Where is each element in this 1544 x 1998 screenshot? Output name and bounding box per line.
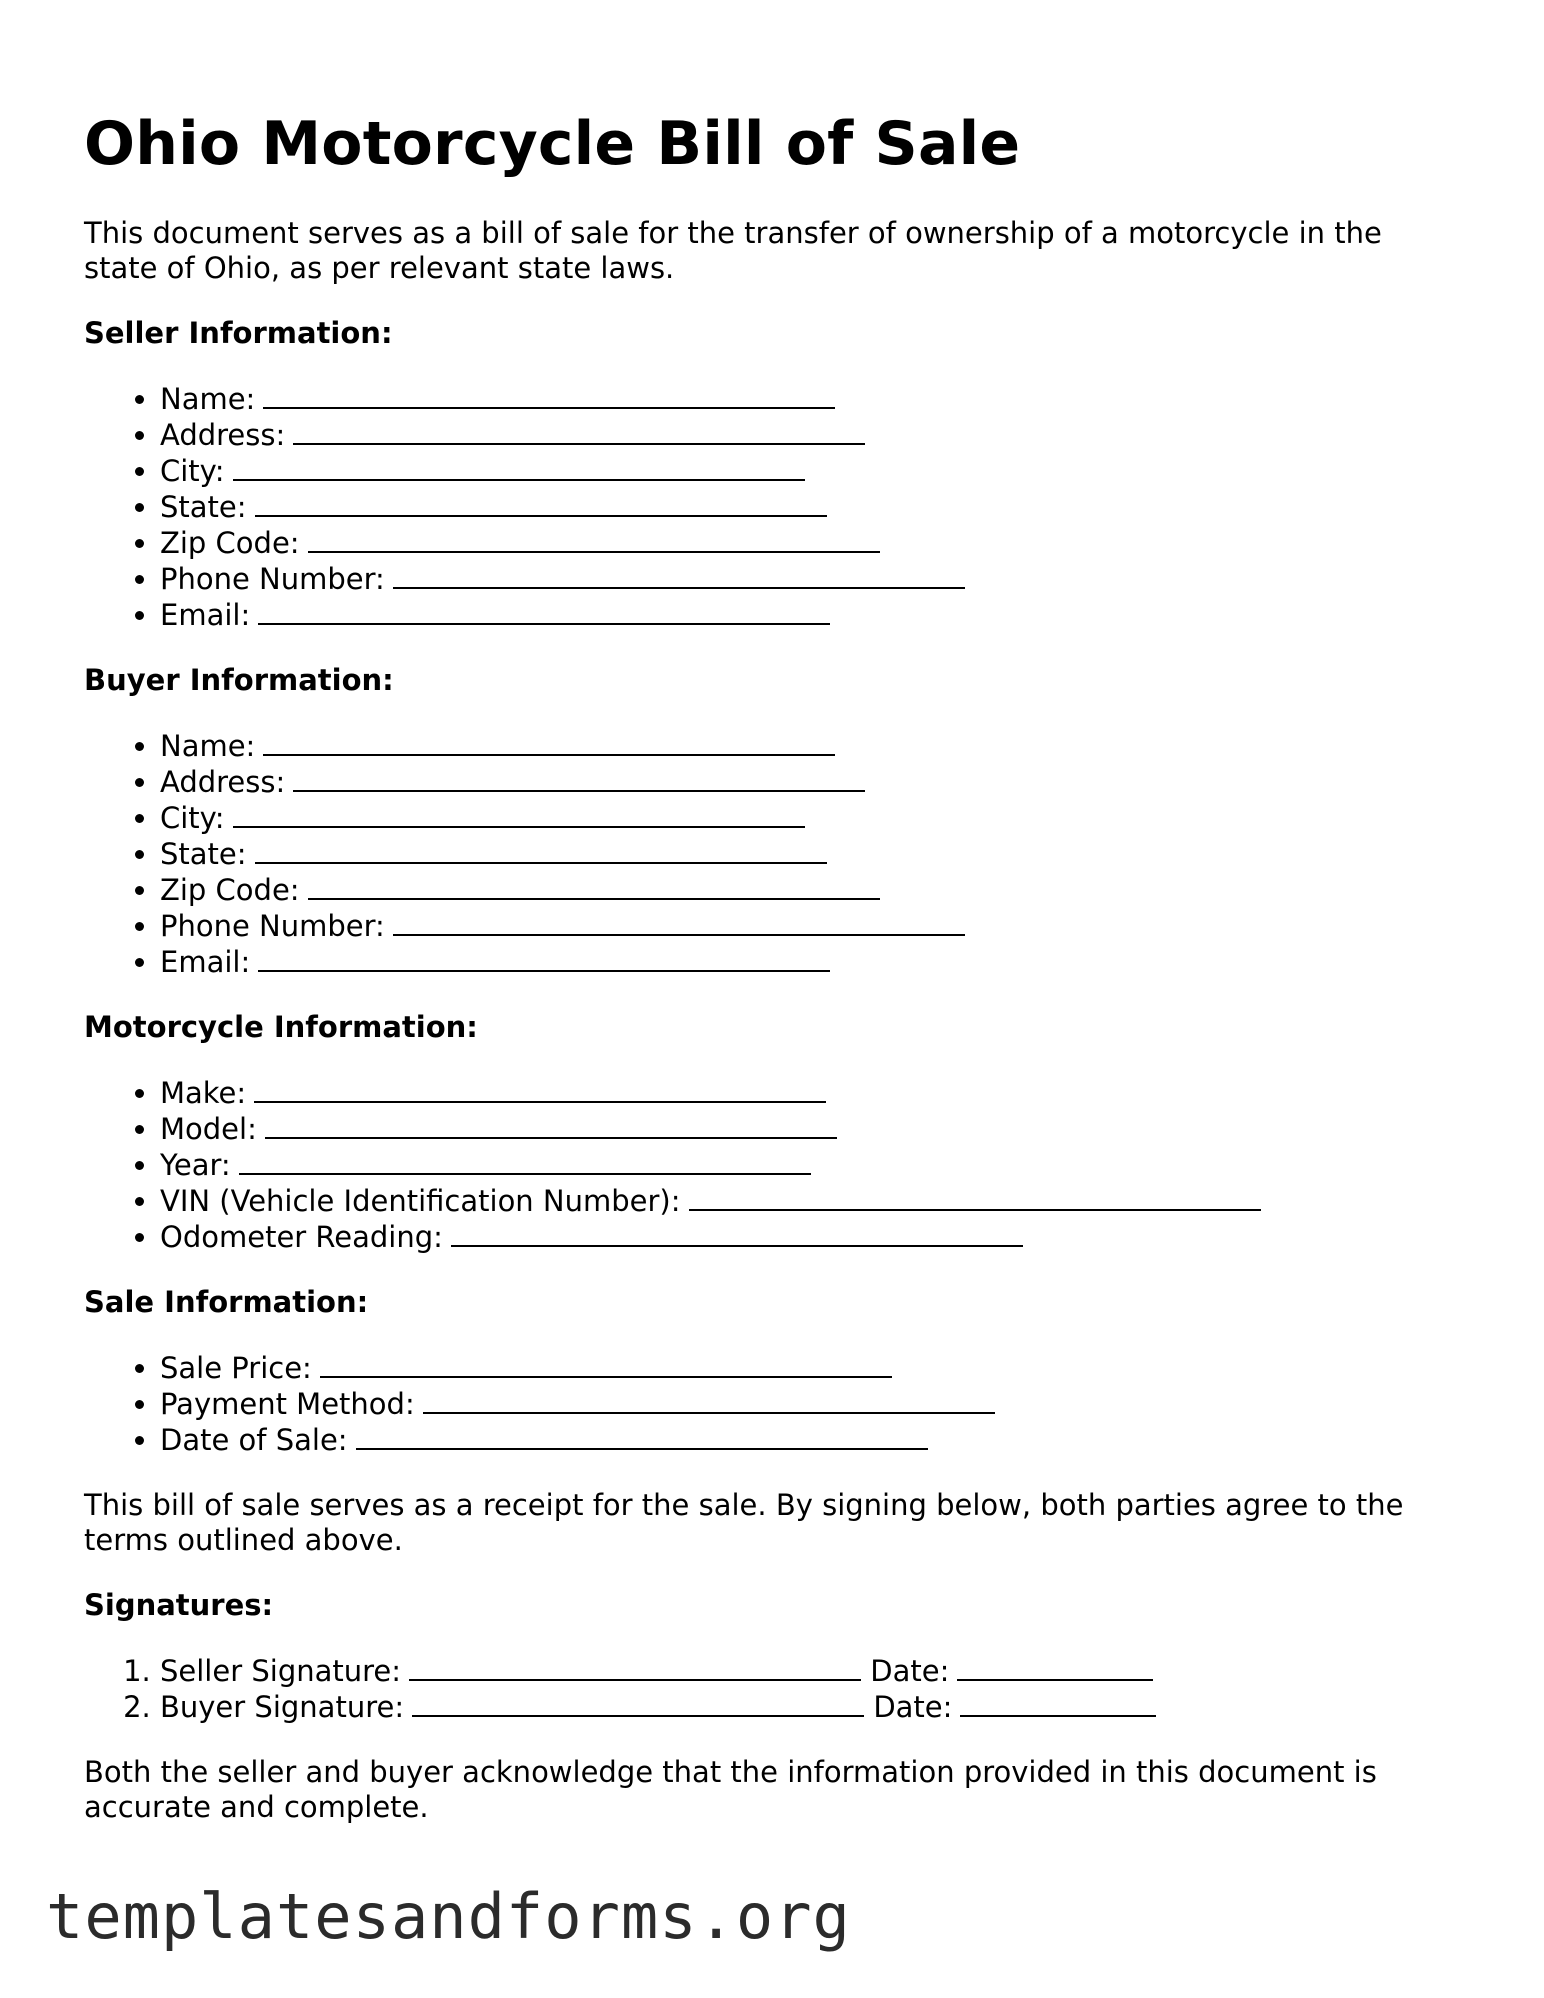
field-label: State: [160, 490, 247, 524]
buyer-heading: Buyer Information: [84, 663, 394, 697]
seller-date-blank[interactable] [957, 1655, 1153, 1681]
seller-email-blank[interactable] [258, 599, 830, 625]
motorcycle-odometer-blank[interactable] [451, 1221, 1023, 1247]
seller-phone-item [160, 561, 1464, 597]
buyer-signature-label: Buyer Signature: [160, 1690, 405, 1724]
buyer-email-blank[interactable] [258, 946, 830, 972]
buyer-date-label: Date: [873, 1690, 953, 1724]
seller-phone-blank[interactable] [393, 563, 965, 589]
seller-date-label: Date: [870, 1654, 950, 1688]
signatures-heading: Signatures: [84, 1588, 274, 1622]
seller-email-item [160, 597, 1464, 633]
motorcycle-odometer-item [160, 1219, 1464, 1255]
field-label: Year: [160, 1148, 231, 1182]
seller-zip-item [160, 525, 1464, 561]
seller-signature-label: Seller Signature: [160, 1654, 402, 1688]
motorcycle-model-blank[interactable] [265, 1113, 837, 1139]
watermark: templatesandforms.org [46, 1880, 851, 1953]
seller-field-list [84, 381, 1464, 633]
intro-paragraph: This document serves as a bill of sale for the transfer of ownership of a motorcycle in the state of Ohio, as per relevant state laws. [84, 216, 1382, 285]
seller-address-blank[interactable] [293, 419, 865, 445]
field-label: City: [160, 454, 225, 488]
buyer-phone-blank[interactable] [393, 910, 965, 936]
seller-signature-blank[interactable] [409, 1655, 861, 1681]
seller-zip-blank[interactable] [308, 527, 880, 553]
sale-price-blank[interactable] [320, 1352, 892, 1378]
field-label: State: [160, 837, 247, 871]
motorcycle-model-item [160, 1111, 1464, 1147]
motorcycle-year-blank[interactable] [239, 1149, 811, 1175]
seller-address-item [160, 417, 1464, 453]
buyer-field-list [84, 728, 1464, 980]
buyer-zip-item [160, 872, 1464, 908]
field-label: City: [160, 801, 225, 835]
sale-price-item [160, 1350, 1464, 1386]
seller-name-blank[interactable] [263, 383, 835, 409]
date-of-sale-item [160, 1422, 1464, 1458]
buyer-date-blank[interactable] [960, 1691, 1156, 1717]
buyer-city-blank[interactable] [233, 802, 805, 828]
buyer-name-item [160, 728, 1464, 764]
motorcycle-field-list [84, 1075, 1464, 1255]
document-title: Ohio Motorcycle Bill of Sale [84, 109, 1021, 179]
payment-method-item [160, 1386, 1464, 1422]
buyer-state-item [160, 836, 1464, 872]
buyer-phone-item [160, 908, 1464, 944]
buyer-address-blank[interactable] [293, 766, 865, 792]
payment-method-blank[interactable] [423, 1388, 995, 1414]
field-label: Zip Code: [160, 873, 300, 907]
field-label: Date of Sale: [160, 1423, 348, 1457]
motorcycle-make-blank[interactable] [254, 1077, 826, 1103]
buyer-name-blank[interactable] [263, 730, 835, 756]
field-label: Odometer Reading: [160, 1220, 443, 1254]
field-label: Sale Price: [160, 1351, 312, 1385]
document-page [84, 98, 1464, 1825]
field-label: Address: [160, 418, 286, 452]
motorcycle-heading: Motorcycle Information: [84, 1010, 478, 1044]
field-label: Zip Code: [160, 526, 300, 560]
buyer-address-item [160, 764, 1464, 800]
motorcycle-year-item [160, 1147, 1464, 1183]
field-label: Email: [160, 598, 251, 632]
buyer-signature-item [160, 1689, 1464, 1725]
buyer-email-item [160, 944, 1464, 980]
field-label: Name: [160, 729, 256, 763]
buyer-state-blank[interactable] [255, 838, 827, 864]
sale-field-list [84, 1350, 1464, 1458]
motorcycle-vin-item [160, 1183, 1464, 1219]
motorcycle-vin-blank[interactable] [689, 1185, 1261, 1211]
closing-paragraph: This bill of sale serves as a receipt for the sale. By signing below, both parties agree to the terms outlined above. [84, 1488, 1404, 1557]
buyer-city-item [160, 800, 1464, 836]
buyer-signature-blank[interactable] [412, 1691, 864, 1717]
sale-heading: Sale Information: [84, 1285, 369, 1319]
motorcycle-make-item [160, 1075, 1464, 1111]
field-label: Phone Number: [160, 909, 385, 943]
seller-name-item [160, 381, 1464, 417]
field-label: Email: [160, 945, 251, 979]
field-label: Phone Number: [160, 562, 385, 596]
field-label: Name: [160, 382, 256, 416]
seller-heading: Seller Information: [84, 316, 393, 350]
date-of-sale-blank[interactable] [356, 1424, 928, 1450]
signature-list [84, 1653, 1464, 1725]
field-label: Model: [160, 1112, 257, 1146]
seller-state-item [160, 489, 1464, 525]
acknowledgement-paragraph: Both the seller and buyer acknowledge that the information provided in this document is accurate and complete. [84, 1755, 1377, 1824]
seller-state-blank[interactable] [255, 491, 827, 517]
buyer-zip-blank[interactable] [308, 874, 880, 900]
field-label: Make: [160, 1076, 247, 1110]
seller-city-item [160, 453, 1464, 489]
field-label: VIN (Vehicle Identification Number): [160, 1184, 681, 1218]
seller-signature-item [160, 1653, 1464, 1689]
seller-city-blank[interactable] [233, 455, 805, 481]
field-label: Address: [160, 765, 286, 799]
field-label: Payment Method: [160, 1387, 415, 1421]
